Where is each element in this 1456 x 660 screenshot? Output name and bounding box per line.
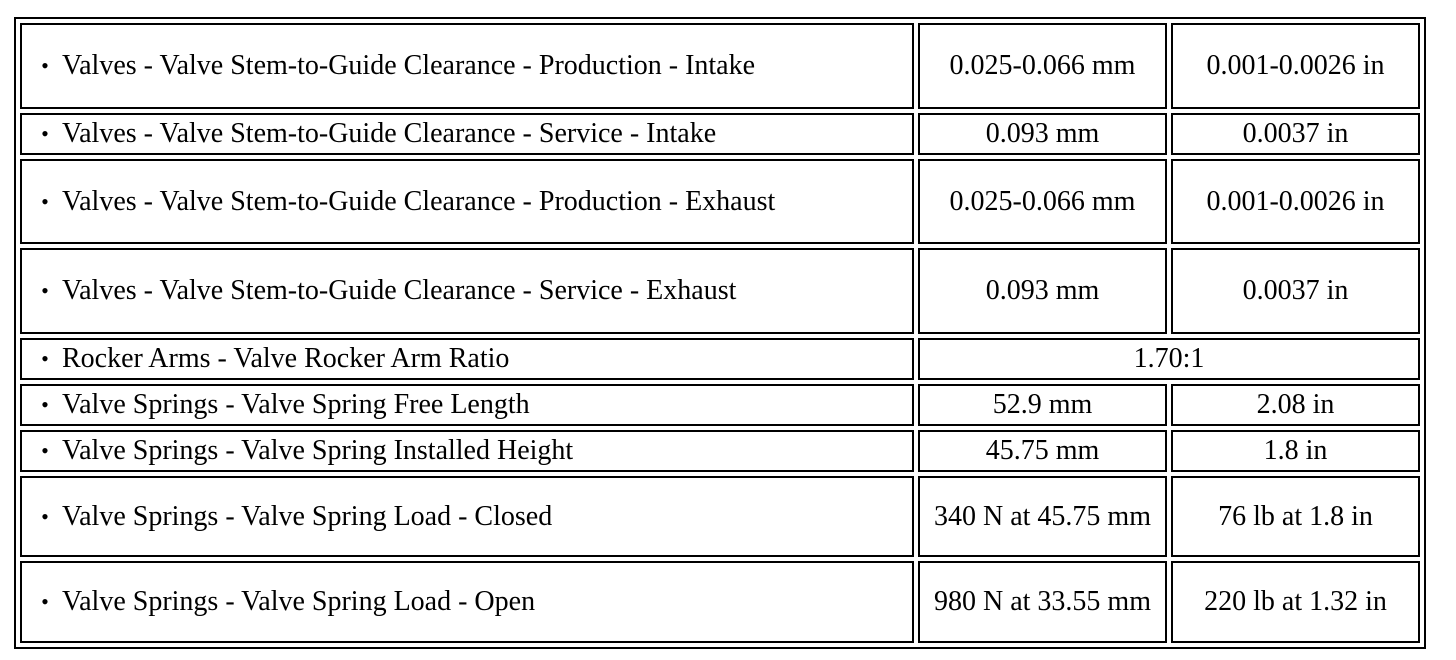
metric-value: 0.093 mm: [918, 248, 1167, 334]
description-cell: [20, 338, 914, 380]
combined-value: 1.70:1: [918, 338, 1420, 380]
imperial-value: 0.0037 in: [1171, 113, 1420, 155]
metric-value: 980 N at 33.55 mm: [918, 561, 1167, 643]
spec-description: Valve Springs - Valve Spring Load - Open: [62, 586, 536, 618]
spec-description: Valves - Valve Stem-to-Guide Clearance - Production - Exhaust: [62, 185, 776, 217]
description-cell: [20, 248, 914, 334]
table-row: [20, 159, 1420, 245]
imperial-value: 0.001-0.0026 in: [1171, 23, 1420, 109]
spec-description: Rocker Arms - Valve Rocker Arm Ratio: [62, 343, 510, 375]
description-cell: [20, 561, 914, 643]
table-row: [20, 561, 1420, 643]
bullet-icon: •: [41, 503, 49, 529]
bullet-icon: •: [41, 52, 49, 78]
spec-description: Valves - Valve Stem-to-Guide Clearance - Service - Exhaust: [62, 275, 737, 307]
imperial-value: 0.0037 in: [1171, 248, 1420, 334]
spec-description: Valve Springs - Valve Spring Load - Closed: [62, 500, 553, 532]
imperial-value: 76 lb at 1.8 in: [1171, 476, 1420, 558]
description-cell: [20, 113, 914, 155]
imperial-value: 0.001-0.0026 in: [1171, 159, 1420, 245]
metric-value: 0.093 mm: [918, 113, 1167, 155]
description-cell: [20, 476, 914, 558]
metric-value: 0.025-0.066 mm: [918, 159, 1167, 245]
table-row: [20, 476, 1420, 558]
description-cell: [20, 159, 914, 245]
bullet-icon: •: [41, 346, 49, 372]
metric-value: 340 N at 45.75 mm: [918, 476, 1167, 558]
table-row: [20, 248, 1420, 334]
table-row: [20, 113, 1420, 155]
bullet-icon: •: [41, 589, 49, 615]
spec-description: Valve Springs - Valve Spring Installed Height: [62, 434, 574, 466]
imperial-value: 2.08 in: [1171, 384, 1420, 426]
spec-description: Valves - Valve Stem-to-Guide Clearance - Service - Intake: [62, 117, 717, 149]
imperial-value: 220 lb at 1.32 in: [1171, 561, 1420, 643]
bullet-icon: •: [41, 188, 49, 214]
table-row: [20, 430, 1420, 472]
description-cell: [20, 23, 914, 109]
table-row: [20, 23, 1420, 109]
table-row: [20, 338, 1420, 380]
bullet-icon: •: [41, 391, 49, 417]
metric-value: 0.025-0.066 mm: [918, 23, 1167, 109]
metric-value: 45.75 mm: [918, 430, 1167, 472]
description-cell: [20, 430, 914, 472]
table-row: [20, 384, 1420, 426]
imperial-value: 1.8 in: [1171, 430, 1420, 472]
spec-description: Valves - Valve Stem-to-Guide Clearance - Production - Intake: [62, 49, 756, 81]
metric-value: 52.9 mm: [918, 384, 1167, 426]
description-cell: [20, 384, 914, 426]
bullet-icon: •: [41, 278, 49, 304]
bullet-icon: •: [41, 437, 49, 463]
specifications-table: [14, 17, 1426, 649]
bullet-icon: •: [41, 120, 49, 146]
spec-description: Valve Springs - Valve Spring Free Length: [62, 388, 530, 420]
